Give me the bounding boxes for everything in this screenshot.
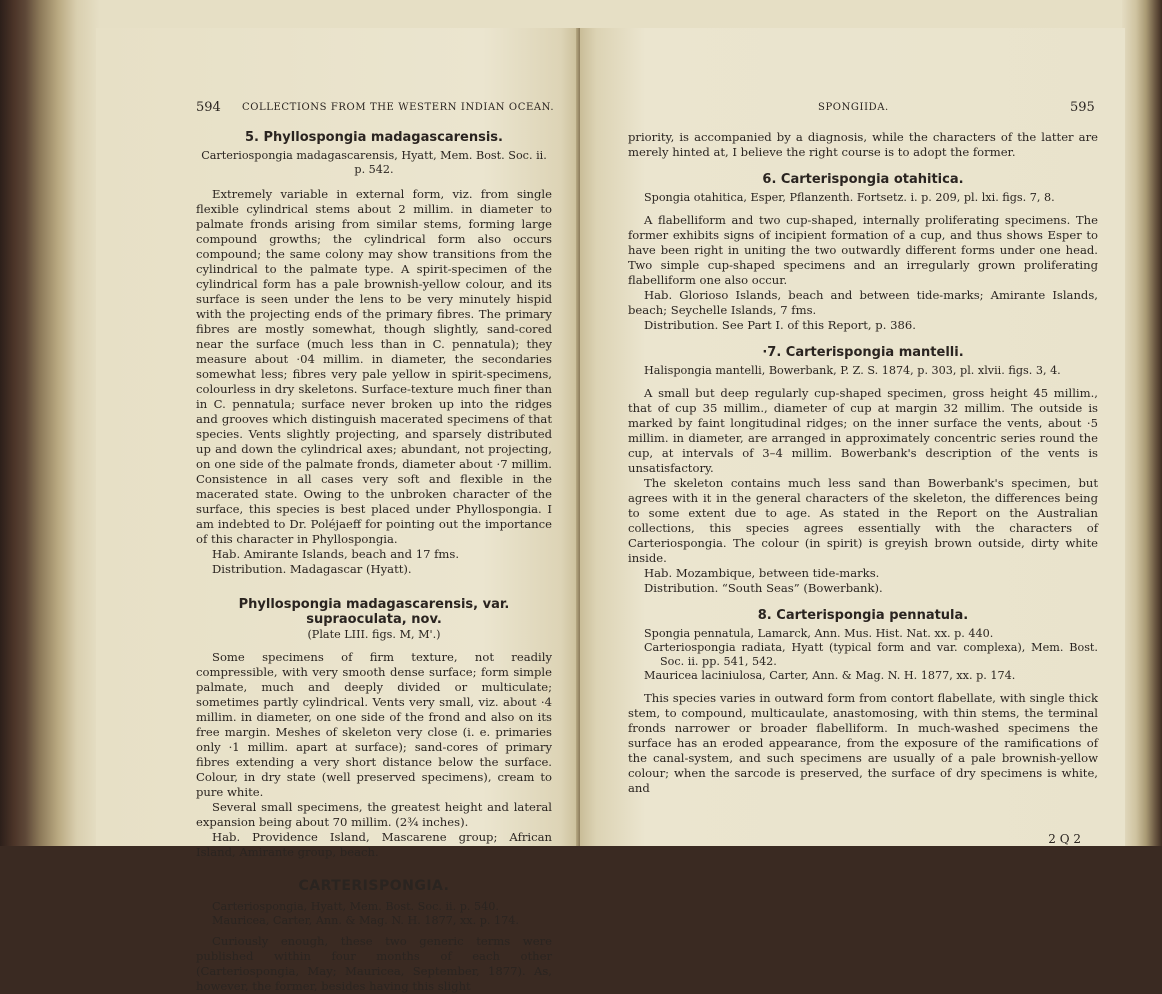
variety-heading: Phyllospongia madagascarensis, var. supraoculata, nov.: [238, 597, 510, 627]
page-edges: [1122, 0, 1162, 846]
genus-note: Curiously enough, these two generic terms were published within four months of each other (Carteriospongia, May; Mauricea, September, 1877). As, however, the former, besides having this slight: [196, 934, 552, 993]
section-7-distribution: Distribution. “South Seas” (Bowerbank).: [644, 581, 883, 595]
section-8-synonym-1: Spongia pennatula, Lamarck, Ann. Mus. Hist. Nat. xx. p. 440.: [644, 627, 994, 640]
section-8-synonym-3: Mauricea laciniulosa, Carter, Ann. & Mag. N. H. 1877, xx. p. 174.: [644, 669, 1016, 682]
left-running-head: COLLECTIONS FROM THE WESTERN INDIAN OCEAN.: [242, 102, 555, 113]
section-8-heading: 8. Carterispongia pennatula.: [757, 608, 969, 623]
left-content: [196, 130, 552, 994]
left-folio: 594: [196, 100, 221, 115]
section-5-heading: 5. Phyllospongia madagascarensis.: [245, 130, 503, 145]
section-6-heading: 6. Carterispongia otahitica.: [762, 172, 964, 187]
right-running-head: SPONGIIDA.: [818, 102, 889, 113]
left-page: [96, 28, 580, 993]
section-6-description: A flabelliform and two cup-shaped, internally proliferating specimens. The former exhibits signs of incipient formation of a cup, and thus shows Esper to have been right in uniting the two outwardly different forms under one head. Two simple cup-shaped specimens and an irregularly grown proliferating flabelliform one also occur.: [628, 213, 1098, 287]
genus-synonym-1: Carteriospongia, Hyatt, Mem. Bost. Soc. ii. p. 540.: [212, 900, 499, 913]
continued-text: priority, is accompanied by a diagnosis, while the characters of the latter are merely hinted at, I believe the right course is to adopt the former.: [628, 130, 1098, 159]
signature-mark: 2 Q 2: [1048, 832, 1081, 846]
section-7-habitat: Hab. Mozambique, between tide-marks.: [644, 566, 880, 580]
section-5-habitat: Hab. Amirante Islands, beach and 17 fms.: [212, 547, 460, 561]
section-6-habitat: Hab. Glorioso Islands, beach and between tide-marks; Amirante Islands, beach; Seychelle Islands, 7 fms.: [628, 288, 1098, 317]
right-content: [628, 130, 1098, 796]
section-5-synonym: Carteriospongia madagascarensis, Hyatt, Mem. Bost. Soc. ii. p. 542.: [201, 149, 547, 176]
section-6-distribution: Distribution. See Part I. of this Report, p. 386.: [644, 318, 916, 332]
genus-synonym-2: Mauricea, Carter, Ann. & Mag. N. H. 1877, xx. p. 174.: [212, 914, 519, 927]
variety-description: Some specimens of firm texture, not readily compressible, with very smooth dense surface; form simple palmate, much and deeply divided or multiculate; sometimes partly cylindrical. Vents very small, viz. about ·4 millim. in diameter, on one side of the frond and also on its free margin. Meshes of skeleton very close (i. e. primaries only ·1 millim. apart at surface); sand-cores of primary fibres extending a very short distance below the surface. Colour, in dry state (well preserved specimens), cream to pure white.: [196, 650, 552, 799]
section-8-synonym-2: Carteriospongia radiata, Hyatt (typical form and var. complexa), Mem. Bost. Soc. ii. pp. 541, 542.: [644, 641, 1098, 668]
right-folio: 595: [1070, 100, 1095, 115]
section-7-description: A small but deep regularly cup-shaped specimen, gross height 45 millim., that of cup 35 millim., diameter of cup at margin 32 millim. The outside is marked by faint longitudinal ridges; on the inner surface the vents, about ·5 millim. in diameter, are arranged in approximately concentric series round the cup, at intervals of 3–4 millim. Bowerbank's description of the vents is unsatisfactory.: [628, 386, 1098, 475]
genus-heading: CARTERISPONGIA.: [298, 878, 450, 894]
section-6-synonym: Spongia otahitica, Esper, Pflanzenth. Fortsetz. i. p. 209, pl. lxi. figs. 7, 8.: [644, 191, 1055, 204]
section-5-description: Extremely variable in external form, viz. from single flexible cylindrical stems about 2 millim. in diameter to palmate fronds arising from similar stems, forming large compound growths; the cylindrical form also occurs compound; the same colony may show transitions from the cylindrical to the palmate type. A spirit-specimen of the cylindrical form has a pale brownish-yellow colour, and its surface is seen under the lens to be very minutely hispid with the projecting ends of the primary fibres. The primary fibres are mostly somewhat, though slightly, sand-cored near the surface (much less than in C. pennatula); they measure about ·04 millim. in diameter, the secondaries somewhat less; fibres very pale yellow in spirit-specimens, colourless in dry skeletons. Surface-texture much finer than in C. pennatula; surface never broken up into the ridges and grooves which distinguish macerated specimens of that species. Vents slightly projecting, and sparsely distributed up and down the cylindrical axes; abundant, not projecting, on one side of the palmate fronds, diameter about ·7 millim. Consistence in all cases very soft and flexible in the macerated state. Owing to the unbroken character of the surface, this species is best placed under Phyllospongia. I am indebted to Dr. Poléjaeff for pointing out the importance of this character in Phyllospongia.: [196, 187, 552, 546]
section-7-heading: ·7. Carterispongia mantelli.: [762, 345, 964, 360]
right-page: [580, 28, 1125, 846]
variety-plate-ref: (Plate LIII. figs. M, M'.): [307, 628, 441, 641]
section-7-skeleton-note: The skeleton contains much less sand than Bowerbank's specimen, but agrees with it in the general characters of the skeleton, the differences being to some extent due to age. As stated in the Report on the Australian collections, this species agrees essentially with the characters of Carteriospongia. The colour (in spirit) is greyish brown outside, dirty white inside.: [628, 476, 1098, 565]
section-7-synonym: Halispongia mantelli, Bowerbank, P. Z. S. 1874, p. 303, pl. xlvii. figs. 3, 4.: [644, 364, 1061, 377]
variety-size-note: Several small specimens, the greatest height and lateral expansion being about 70 millim. (2¾ inches).: [196, 800, 552, 829]
variety-habitat: Hab. Providence Island, Mascarene group; African Island, Amirante group, beach.: [196, 830, 552, 859]
section-8-description: This species varies in outward form from contort flabellate, with single thick stem, to compound, multicaulate, anastomosing, with thin stems, the terminal fronds narrower or broader flabelliform. In much-washed specimens the surface has an eroded appearance, from the exposure of the ramifications of the canal-system, and such specimens are usually of a pale brownish-yellow colour; when the sarcode is preserved, the surface of dry specimens is white, and: [628, 691, 1098, 795]
section-5-distribution: Distribution. Madagascar (Hyatt).: [212, 562, 412, 576]
